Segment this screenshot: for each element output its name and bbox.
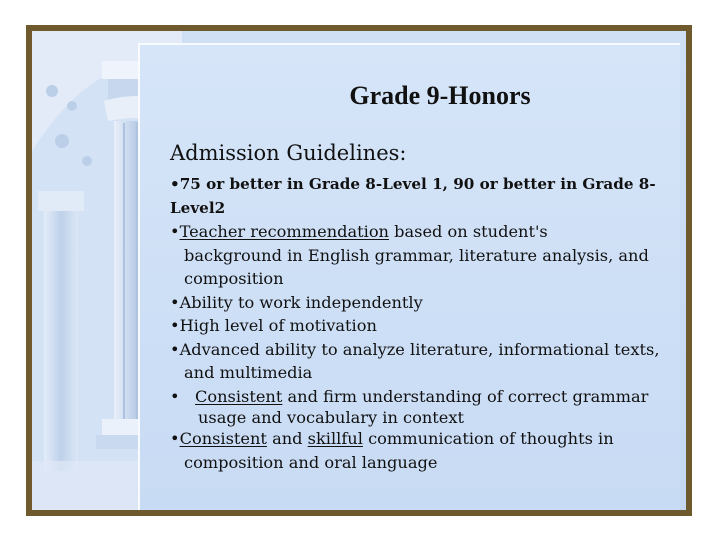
bullet-glyph: •	[170, 339, 180, 359]
slide-frame	[26, 25, 692, 516]
underlined-text: Teacher recommendation	[179, 222, 389, 241]
bullet-glyph: •	[170, 292, 180, 312]
bullet-text-cont: composition and oral language	[184, 452, 438, 472]
bullet-text-cont: usage and vocabulary in context	[198, 408, 465, 427]
bullet-text-cont: composition	[184, 269, 284, 288]
bullet-text: communication of thoughts in	[362, 429, 614, 448]
bullet-glyph: •	[170, 222, 180, 241]
underlined-text: Consistent	[195, 386, 283, 406]
content-area	[138, 43, 680, 510]
bullet-text-cont: and multimedia	[184, 363, 313, 382]
slide-subtitle: Admission Guidelines:	[170, 141, 407, 165]
bullet-item	[170, 427, 686, 474]
bullet-text-cont: background in English grammar, literature analysis, and	[184, 245, 649, 265]
bullet-text: based on student's	[389, 222, 548, 241]
bullet-glyph: •	[170, 429, 180, 448]
bullet-item	[170, 385, 686, 428]
bullet-glyph: •	[170, 316, 180, 335]
bullet-text: Advanced ability to analyze literature, informational texts,	[179, 339, 660, 359]
bullet-text: 75 or better in Grade 8-Level 1, 90 or better in Grade 8-	[179, 175, 656, 193]
slide-title: Grade 9-Honors	[349, 81, 531, 110]
bullet-item	[170, 314, 686, 338]
bullet-text: High level of motivation	[179, 316, 377, 335]
bullet-list	[170, 173, 686, 474]
bullet-glyph: •	[170, 175, 180, 193]
underlined-text: Consistent	[179, 429, 267, 448]
bullet-item	[170, 220, 686, 291]
bullet-text-cont: Level2	[170, 198, 226, 217]
bullet-text: and firm understanding of correct grammar	[282, 386, 649, 406]
bullet-item	[170, 338, 686, 385]
bullet-item	[170, 291, 686, 315]
bullet-text: and	[266, 429, 308, 448]
bullet-text: Ability to work independently	[179, 292, 423, 312]
slide-background	[32, 31, 686, 510]
underlined-text: skillful	[307, 429, 363, 448]
bullet-item	[170, 173, 686, 220]
bullet-glyph: •	[170, 386, 180, 406]
